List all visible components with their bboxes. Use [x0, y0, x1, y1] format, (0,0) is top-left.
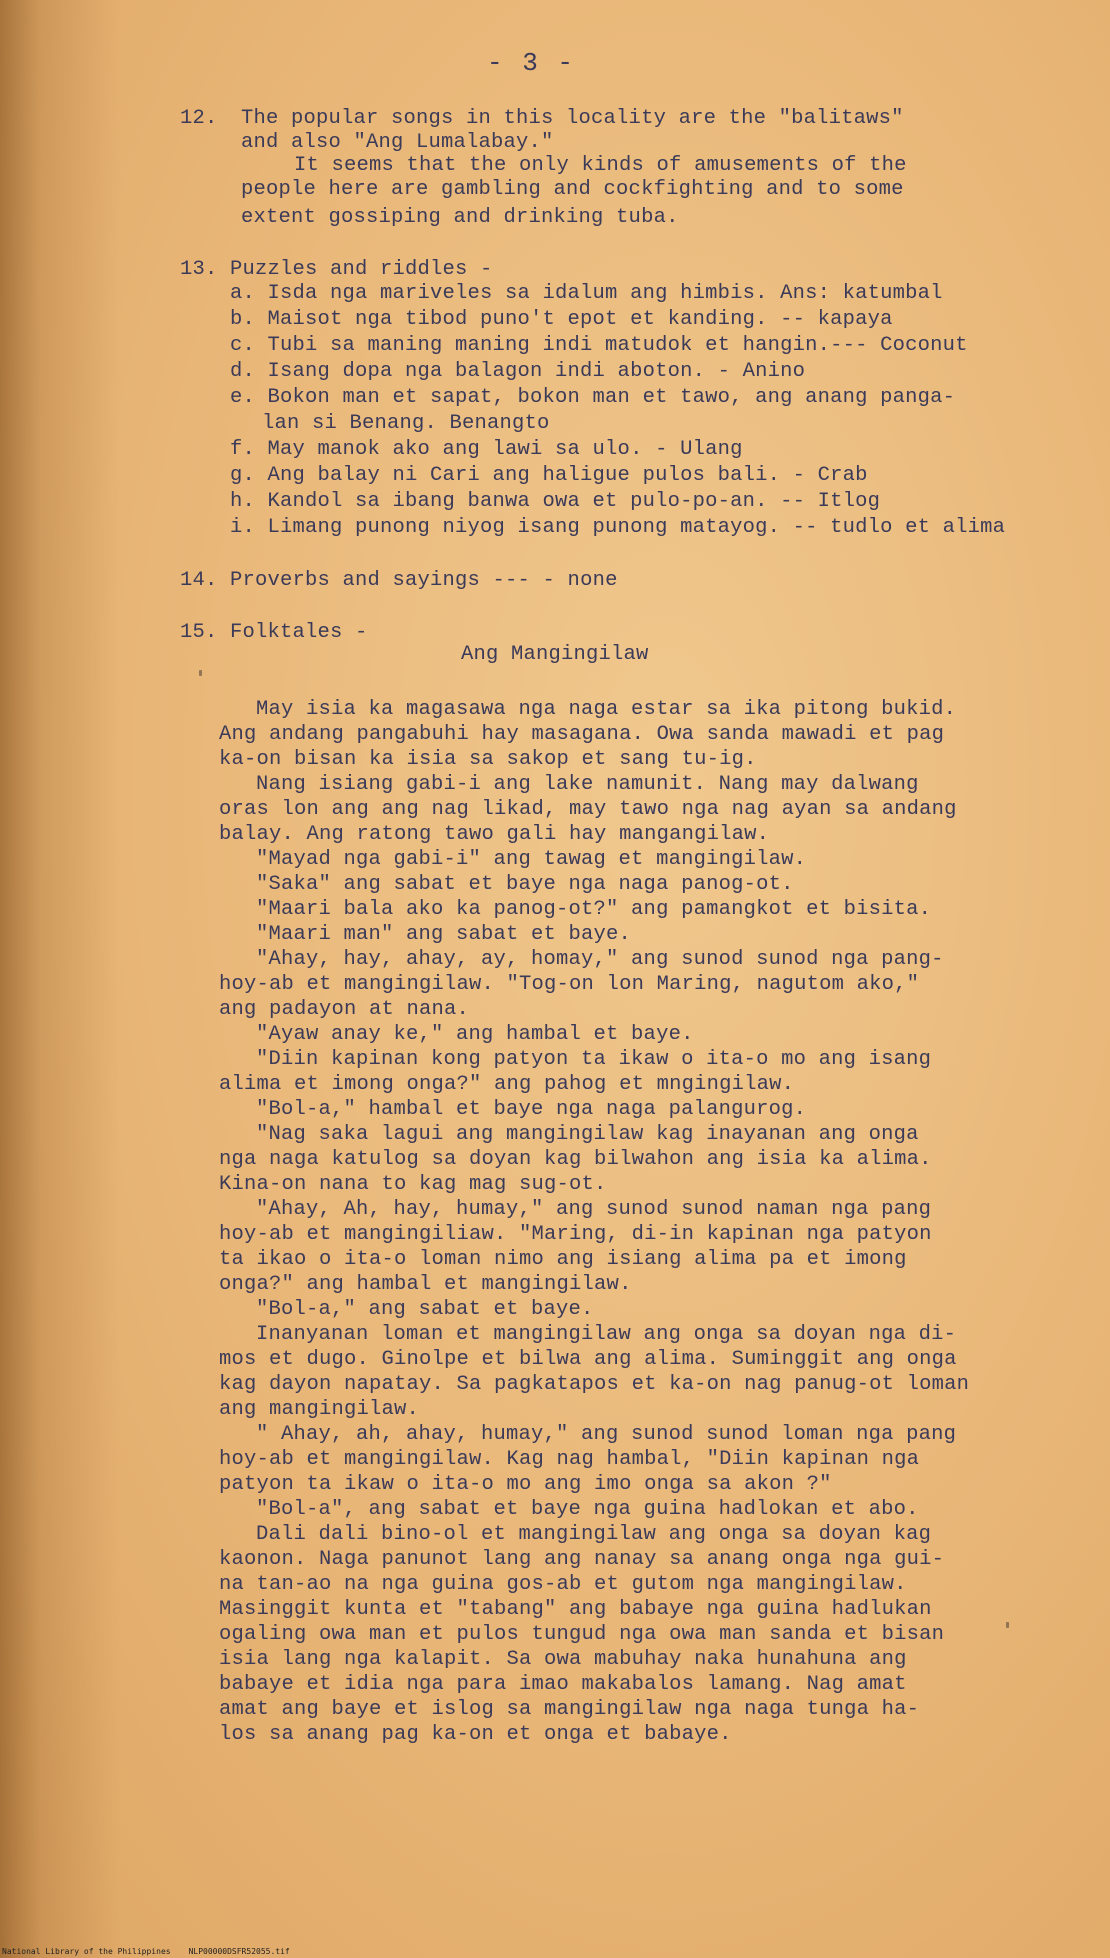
footer-file: NLP00000DSFR52055.tif — [188, 1947, 290, 1956]
story-line: ogaling owa man et pulos tungud nga owa man sanda et bisan — [219, 1623, 945, 1646]
story-line: Masinggit kunta et "tabang" ang babaye nga guina hadlukan — [219, 1598, 932, 1621]
story-line: May isia ka magasawa nga naga estar sa ika pitong bukid. — [256, 698, 957, 721]
item-12-line: The popular songs in this locality are the "balitaws" — [241, 107, 904, 130]
story-line: ang mangingilaw. — [219, 1398, 420, 1421]
story-line: ka-on bisan ka isia sa sakop et sang tu-ig. — [219, 748, 757, 771]
story-line: ang padayon at nana. — [219, 998, 470, 1021]
riddle-f: f. May manok ako ang lawi sa ulo. - Ulang — [230, 438, 743, 461]
story-line: Kina-on nana to kag mag sug-ot. — [219, 1173, 607, 1196]
item-12-line: extent gossiping and drinking tuba. — [241, 206, 679, 229]
item-12-line: and also "Ang Lumalabay." — [241, 131, 554, 154]
story-line: na tan-ao na nga guina gos-ab et gutom nga mangingilaw. — [219, 1573, 907, 1596]
story-line: oras lon ang ang nag likad, may tawo nga nag ayan sa andang — [219, 798, 957, 821]
story-line: balay. Ang ratong tawo gali hay mangangilaw. — [219, 823, 770, 846]
item-15: 15. Folktales - — [180, 621, 368, 644]
story-line: "Ahay, Ah, hay, humay," ang sunod sunod naman nga pang — [256, 1198, 932, 1221]
margin-mark — [199, 670, 202, 676]
story-line: patyon ta ikaw o ita-o mo ang imo onga sa akon ?" — [219, 1473, 832, 1496]
story-line: "Saka" ang sabat et baye nga naga panog-ot. — [256, 873, 794, 896]
story-line: "Ahay, hay, ahay, ay, homay," ang sunod sunod nga pang- — [256, 948, 944, 971]
story-line: "Maari bala ako ka panog-ot?" ang pamangkot et bisita. — [256, 898, 932, 921]
story-line: Ang andang pangabuhi hay masagana. Owa sanda mawadi et pag — [219, 723, 945, 746]
story-line: mos et dugo. Ginolpe et bilwa ang alima. Suminggit ang onga — [219, 1348, 957, 1371]
story-line: nga naga katulog sa doyan kag bilwahon ang isia ka alima. — [219, 1148, 932, 1171]
item-13-heading: 13. Puzzles and riddles - — [180, 258, 493, 281]
story-line: babaye et idia nga para imao makabalos lamang. Nag amat — [219, 1673, 907, 1696]
riddle-c: c. Tubi sa maning maning indi matudok et hangin.--- Coconut — [230, 334, 968, 357]
story-line: hoy-ab et mangingilaw. "Tog-on lon Maring, nagutom ako," — [219, 973, 920, 996]
footer-library: National Library of the Philippines — [2, 1947, 171, 1956]
story-line: amat ang baye et islog sa mangingilaw nga naga tunga ha- — [219, 1698, 920, 1721]
scan-footer — [2, 1947, 308, 1956]
story-line: ta ikao o ita-o loman nimo ang isiang alima pa et imong — [219, 1248, 907, 1271]
riddle-e: e. Bokon man et sapat, bokon man et tawo, ang anang panga- — [230, 386, 956, 409]
riddle-g: g. Ang balay ni Cari ang haligue pulos bali. - Crab — [230, 464, 868, 487]
item-12-line: It seems that the only kinds of amusements of the — [294, 154, 907, 177]
riddle-b: b. Maisot nga tibod puno't epot et kanding. -- kapaya — [230, 308, 893, 331]
riddle-d: d. Isang dopa nga balagon indi aboton. - Anino — [230, 360, 806, 383]
story-line: "Diin kapinan kong patyon ta ikaw o ita-o mo ang isang — [256, 1048, 932, 1071]
story-line: "Bol-a," hambal et baye nga naga palangurog. — [256, 1098, 807, 1121]
story-line: isia lang nga kalapit. Sa owa mabuhay naka hunahuna ang — [219, 1648, 907, 1671]
story-line: "Maari man" ang sabat et baye. — [256, 923, 632, 946]
story-line: Dali dali bino-ol et mangingilaw ang onga sa doyan kag — [256, 1523, 932, 1546]
story-line: "Bol-a", ang sabat et baye nga guina hadlokan et abo. — [256, 1498, 919, 1521]
riddle-i: i. Limang punong niyog isang punong matayog. -- tudlo et alima — [230, 516, 1006, 539]
story-line: " Ahay, ah, ahay, humay," ang sunod sunod loman nga pang — [256, 1423, 957, 1446]
story-line: kag dayon napatay. Sa pagkatapos et ka-on nag panug-ot loman — [219, 1373, 970, 1396]
story-line: kaonon. Naga panunot lang ang nanay sa anang onga nga gui- — [219, 1548, 945, 1571]
riddle-h: h. Kandol sa ibang banwa owa et pulo-po-an. -- Itlog — [230, 490, 881, 513]
story-line: alima et imong onga?" ang pahog et mngingilaw. — [219, 1073, 795, 1096]
story-line: "Nag saka lagui ang mangingilaw kag inayanan ang onga — [256, 1123, 919, 1146]
story-line: "Ayaw anay ke," ang hambal et baye. — [256, 1023, 694, 1046]
item-14: 14. Proverbs and sayings --- - none — [180, 569, 618, 592]
story-line: Inanyanan loman et mangingilaw ang onga sa doyan nga di- — [256, 1323, 957, 1346]
story-line: onga?" ang hambal et mangingilaw. — [219, 1273, 632, 1296]
page-number: - 3 - — [487, 48, 576, 78]
story-line: Nang isiang gabi-i ang lake namunit. Nang may dalwang — [256, 773, 919, 796]
item-12-line: people here are gambling and cockfighting and to some — [241, 178, 904, 201]
story-line: hoy-ab et mangingilaw. Kag nag hambal, "Diin kapinan nga — [219, 1448, 920, 1471]
story-title: Ang Mangingilaw — [461, 643, 649, 666]
riddle-e-continued: lan si Benang. Benangto — [262, 412, 550, 435]
story-line: hoy-ab et mangingiliaw. "Maring, di-in kapinan nga patyon — [219, 1223, 932, 1246]
story-line: los sa anang pag ka-on et onga et babaye. — [219, 1723, 732, 1746]
story-line: "Mayad nga gabi-i" ang tawag et mangingilaw. — [256, 848, 807, 871]
margin-mark — [1006, 1622, 1009, 1628]
item-12-number: 12. — [180, 107, 218, 130]
story-line: "Bol-a," ang sabat et baye. — [256, 1298, 594, 1321]
riddle-a: a. Isda nga mariveles sa idalum ang himbis. Ans: katumbal — [230, 282, 943, 305]
